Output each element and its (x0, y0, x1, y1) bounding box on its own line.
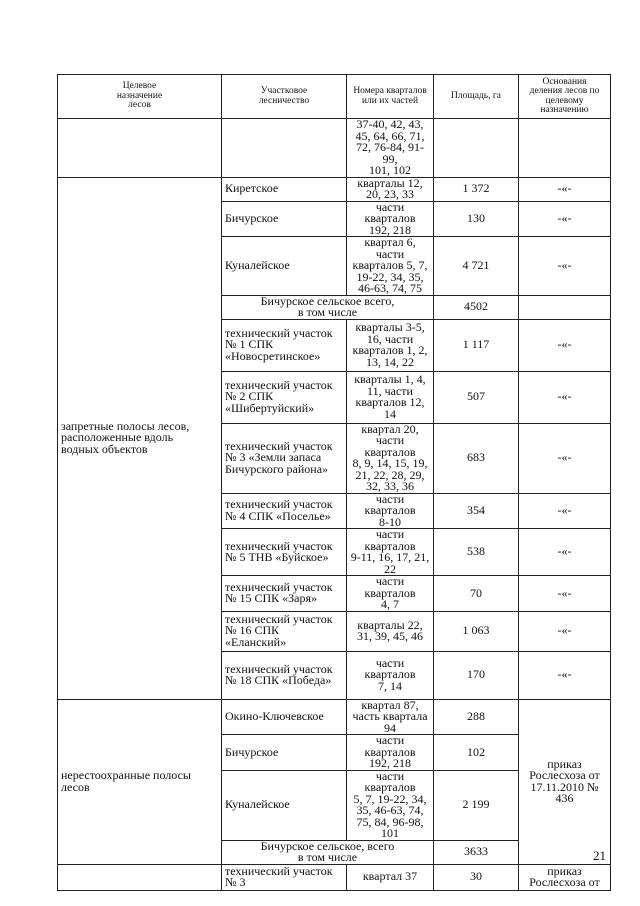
table-row-continued (58, 119, 611, 178)
header-purpose: Целевое назначение лесов (58, 75, 222, 119)
cell-area: 4 721 (434, 237, 519, 296)
cell-forestry: технический участок № 15 СПК «Заря» (222, 576, 347, 612)
cell-forestry: технический участок № 3 «Земли запаса Бичурского района» (222, 423, 347, 493)
cell-forestry: технический участок № 2 СПК «Шибертуйский» (222, 371, 347, 423)
cell-area: 170 (434, 651, 519, 699)
cell-quarters: квартал 37 (347, 864, 434, 890)
cell-area: 1 372 (434, 177, 519, 201)
table-row (58, 864, 611, 890)
cell-basis: -«- (519, 423, 611, 493)
cell-forestry: Бичурское (222, 735, 347, 771)
cell-area: 507 (434, 371, 519, 423)
cell-area: 1 117 (434, 319, 519, 371)
cell-quarters: части кварталов 9-11, 16, 17, 21, 22 (347, 529, 434, 576)
cell-forestry: технический участок № 16 СПК «Еланский» (222, 611, 347, 651)
cell-basis: -«- (519, 201, 611, 237)
cell-basis: -«- (519, 371, 611, 423)
cell-area: 70 (434, 576, 519, 612)
category-cell: запретные полосы лесов, расположенные вдоль водных объектов (58, 177, 222, 699)
cell-area: 102 (434, 735, 519, 771)
table-row (58, 699, 611, 735)
cell-area: 538 (434, 529, 519, 576)
cell-basis: -«- (519, 237, 611, 296)
category-cell: нерестоохранные полосы лесов (58, 699, 222, 864)
cell-forestry: Куналейское (222, 237, 347, 296)
cell-quarters: квартал 87, часть квартала 94 (347, 699, 434, 735)
cell-quarters: части кварталов 4, 7 (347, 576, 434, 612)
cell-quarters: части кварталов 5, 7, 19-22, 34, 35, 46-63, 74, 75, 84, 96-98, 101 (347, 770, 434, 840)
cell-area: 683 (434, 423, 519, 493)
cell-quarters: кварталы 1, 4, 11, части кварталов 12, 14 (347, 371, 434, 423)
cell-area: 288 (434, 699, 519, 735)
cell-basis: -«- (519, 651, 611, 699)
table-row (58, 177, 611, 201)
cell-forestry: технический участок № 3 (222, 864, 347, 890)
cell-forestry: технический участок № 1 СПК «Новосретинское» (222, 319, 347, 371)
cell-quarters: кварталы 3-5, 16, части кварталов 1, 2, 13, 14, 22 (347, 319, 434, 371)
cell-quarters: кварталы 22, 31, 39, 45, 46 (347, 611, 434, 651)
cell-quarters: части кварталов 192, 218 (347, 201, 434, 237)
subtotal-label: Бичурское сельское, всего в том числе (222, 840, 434, 864)
subtotal-label: Бичурское сельское всего, в том числе (222, 295, 434, 319)
cell-basis: -«- (519, 319, 611, 371)
cell-quarters: части кварталов 7, 14 (347, 651, 434, 699)
cell-forestry: технический участок № 18 СПК «Победа» (222, 651, 347, 699)
cell-quarters: кварталы 12, 20, 23, 33 (347, 177, 434, 201)
cell-area: 2 199 (434, 770, 519, 840)
cell-area: 1 063 (434, 611, 519, 651)
cell-basis: приказ Рослесхоза от (519, 864, 611, 890)
table-header-row (58, 75, 611, 119)
cell-quarters: части кварталов 192, 218 (347, 735, 434, 771)
cell-quarters: 37-40, 42, 43, 45, 64, 66, 71, 72, 76-84, 91-99, 101, 102 (347, 119, 434, 178)
cell-forestry: Бичурское (222, 201, 347, 237)
cell-forestry: технический участок № 4 СПК «Поселье» (222, 493, 347, 529)
cell-area: 354 (434, 493, 519, 529)
cell-quarters: квартал 6, части кварталов 5, 7, 19-22, 34, 35, 46-63, 74, 75 (347, 237, 434, 296)
cell-quarters: части кварталов 8-10 (347, 493, 434, 529)
cell-basis: -«- (519, 177, 611, 201)
cell-basis: -«- (519, 576, 611, 612)
cell-area: 4502 (434, 295, 519, 319)
cell-forestry: Окино-Ключевское (222, 699, 347, 735)
cell-basis: -«- (519, 611, 611, 651)
header-basis: Основания деления лесов по целевому назначению (519, 75, 611, 119)
cell-forestry: Куналейское (222, 770, 347, 840)
cell-forestry: технический участок № 5 ТНВ «Буйское» (222, 529, 347, 576)
header-forestry: Участковое лесничество (222, 75, 347, 119)
cell-area: 30 (434, 864, 519, 890)
header-area: Площадь, га (434, 75, 519, 119)
forest-purpose-table (57, 74, 611, 891)
cell-forestry: Киретское (222, 177, 347, 201)
page-number: 21 (593, 848, 606, 863)
cell-area: 3633 (434, 840, 519, 864)
cell-basis: -«- (519, 493, 611, 529)
cell-basis-merged: приказ Рослесхоза от 17.11.2010 № 436 (519, 699, 611, 864)
header-quarters: Номера кварталов или их частей (347, 75, 434, 119)
cell-quarters: квартал 20, части кварталов 8, 9, 14, 15, 19, 21, 22, 28, 29, 32, 33, 36 (347, 423, 434, 493)
cell-area: 130 (434, 201, 519, 237)
cell-basis: -«- (519, 529, 611, 576)
